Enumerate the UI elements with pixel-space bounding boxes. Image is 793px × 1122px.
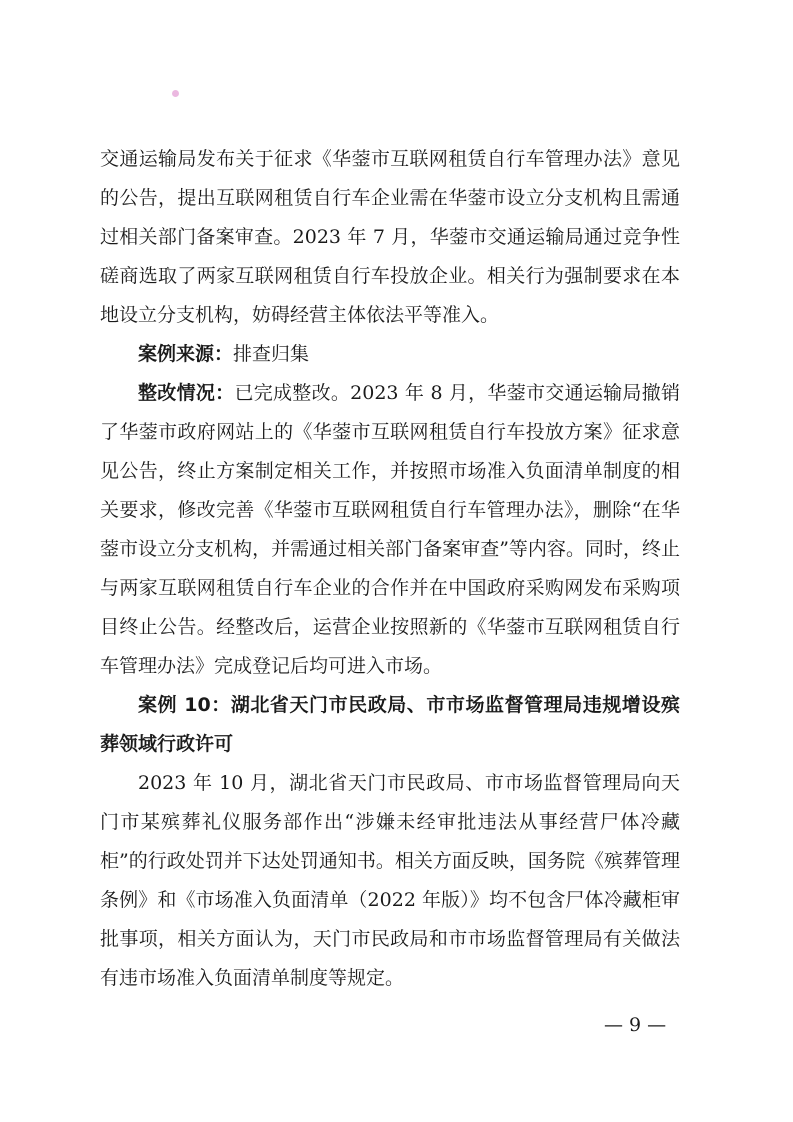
case-source-value: 排查归集 — [233, 343, 310, 365]
paragraph-case-source — [100, 335, 680, 374]
paragraph-case-continuation: 交通运输局发布关于征求《华蓥市互联网租赁自行车管理办法》意见的公告，提出互联网租赁自行车企业需在华蓥市设立分支机构且需通过相关部门备案审查。2023 年 7 月，华蓥市交通运输局通过竞争性磋商选取了两家互联网租赁自行车投放企业。相关行为强制要求在本地设立分支机构，妨碍经营主体依法平等准入。 — [100, 148, 680, 326]
rectification-text: 已完成整改。2023 年 8 月，华蓥市交通运输局撤销了华蓥市政府网站上的《华蓥市互联网租赁自行车投放方案》征求意见公告，终止方案制定相关工作，并按照市场准入负面清单制度的相关要求，修改完善《华蓥市互联网租赁自行车管理办法》，删除“在华蓥市设立分支机构，并需通过相关部门备案审查”等内容。同时，终止与两家互联网租赁自行车企业的合作并在中国政府采购网发布采购项目终止公告。经整改后，运营企业按照新的《华蓥市互联网租赁自行车管理办法》完成登记后均可进入市场。 — [100, 382, 680, 677]
case-source-label: 案例来源： — [138, 343, 234, 365]
document-body — [100, 140, 680, 998]
pink-dot-mark — [172, 90, 179, 97]
paragraph-rectification — [100, 374, 680, 686]
rectification-label: 整改情况： — [138, 382, 235, 404]
page-number: — 9 — — [604, 1014, 667, 1036]
paragraph-case-10-body: 2023 年 10 月，湖北省天门市民政局、市市场监督管理局向天门市某殡葬礼仪服务部作出“涉嫌未经审批违法从事经营尸体冷藏柜”的行政处罚并下达处罚通知书。相关方面反映，国务院《殡葬管理条例》和《市场准入负面清单（2022 年版）》均不包含尸体冷藏柜审批事项，相关方面认为，天门市民政局和市市场监督管理局有关做法有违市场准入负面清单制度等规定。 — [100, 772, 680, 989]
case-10-heading: 案例 10：湖北省天门市民政局、市市场监督管理局违规增设殡葬领域行政许可 — [100, 694, 680, 755]
